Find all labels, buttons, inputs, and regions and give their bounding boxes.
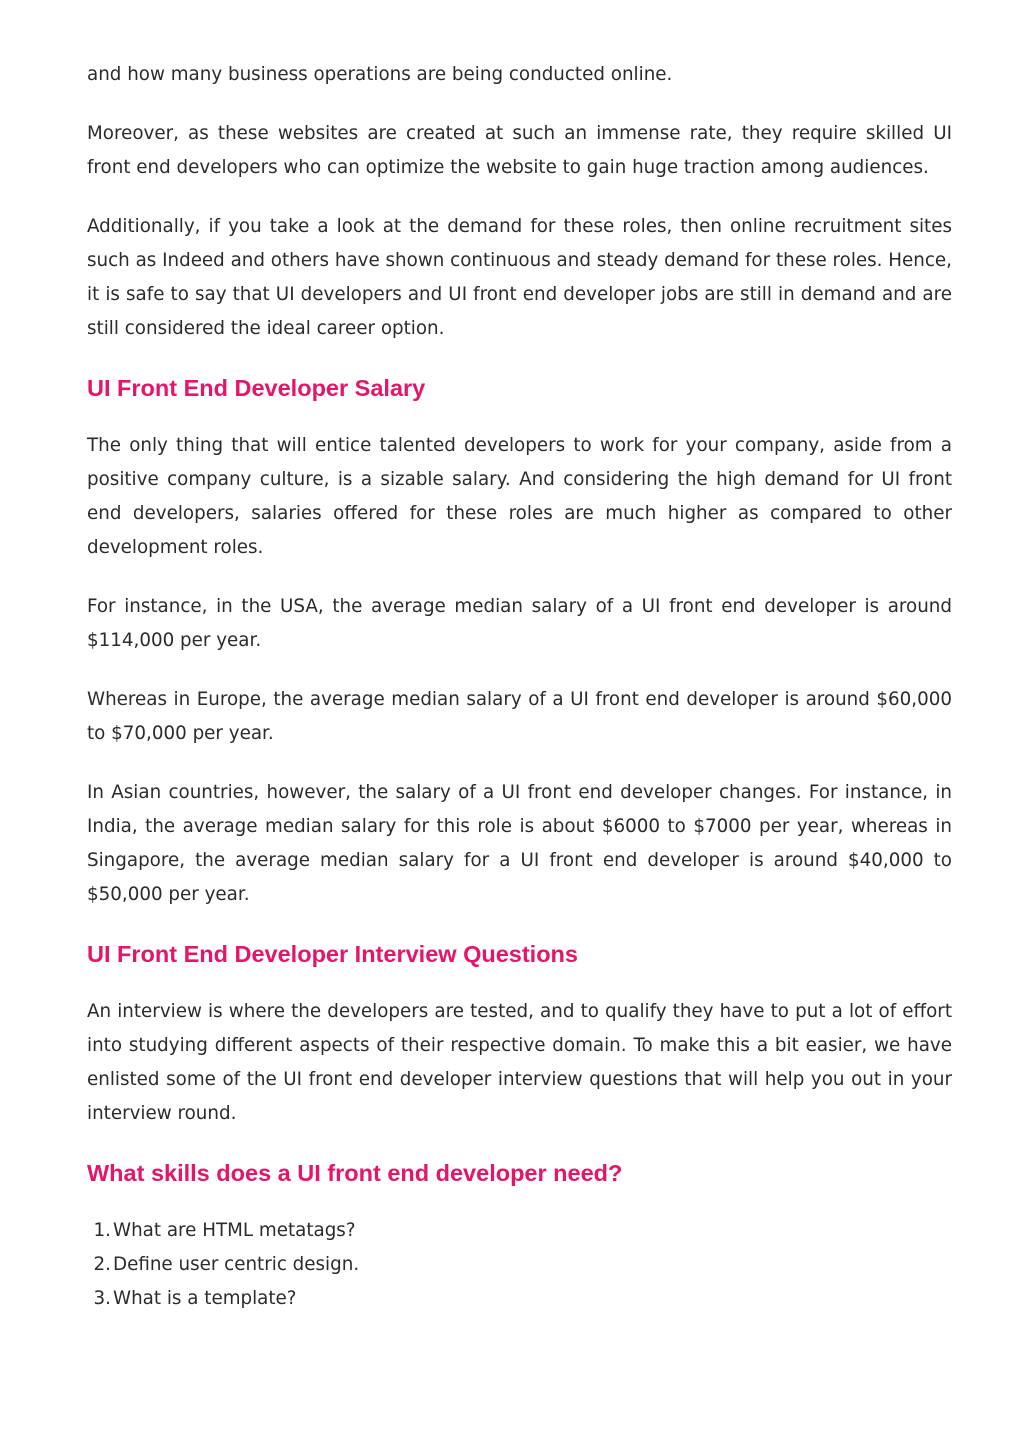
salary-paragraph-4: In Asian countries, however, the salary of a UI front end developer changes. For instance, in India, the average median salary for this role is about $6000 to $7000 per year, whereas in Singapore, the average median salary for a UI front end developer is around $40,000 to $50,000 per year.	[87, 782, 952, 905]
salary-heading: UI Front End Developer Salary	[87, 375, 426, 401]
list-item-number: 2.	[93, 1254, 111, 1275]
intro-paragraph-1: and how many business operations are being conducted online.	[87, 64, 673, 85]
interview-paragraph-1: An interview is where the developers are tested, and to qualify they have to put a lot of effort into studying different aspects of their respective domain. To make this a bit easier, we have enlisted some of the UI front end developer interview questions that will help you out in your interview round.	[87, 1001, 952, 1124]
list-item-text: What is a template?	[113, 1288, 297, 1309]
list-item	[87, 1282, 952, 1316]
list-item-number: 1.	[93, 1220, 111, 1241]
list-item-number: 3.	[93, 1288, 111, 1309]
list-item-text: What are HTML metatags?	[113, 1220, 356, 1241]
salary-paragraph-1: The only thing that will entice talented developers to work for your company, aside from a positive company culture, is a sizable salary. And considering the high demand for UI front end developers, salaries offered for these roles are much higher as compared to other development roles.	[87, 435, 952, 558]
list-item	[87, 1248, 952, 1282]
intro-paragraph-2: Moreover, as these websites are created at such an immense rate, they require skilled UI front end developers who can optimize the website to gain huge traction among audiences.	[87, 123, 952, 178]
interview-heading: UI Front End Developer Interview Questions	[87, 941, 578, 967]
document-page	[87, 58, 952, 1316]
list-item-text: Define user centric design.	[113, 1254, 360, 1275]
skills-heading: What skills does a UI front end developer need?	[87, 1160, 623, 1186]
intro-paragraph-3: Additionally, if you take a look at the demand for these roles, then online recruitment sites such as Indeed and others have shown continuous and steady demand for these roles. Hence, it is safe to say that UI developers and UI front end developer jobs are still in demand and are still considered the ideal career option.	[87, 216, 952, 339]
skills-question-list	[87, 1214, 952, 1316]
list-item	[87, 1214, 952, 1248]
salary-paragraph-2: For instance, in the USA, the average median salary of a UI front end developer is around $114,000 per year.	[87, 596, 952, 651]
salary-paragraph-3: Whereas in Europe, the average median salary of a UI front end developer is around $60,000 to $70,000 per year.	[87, 689, 952, 744]
